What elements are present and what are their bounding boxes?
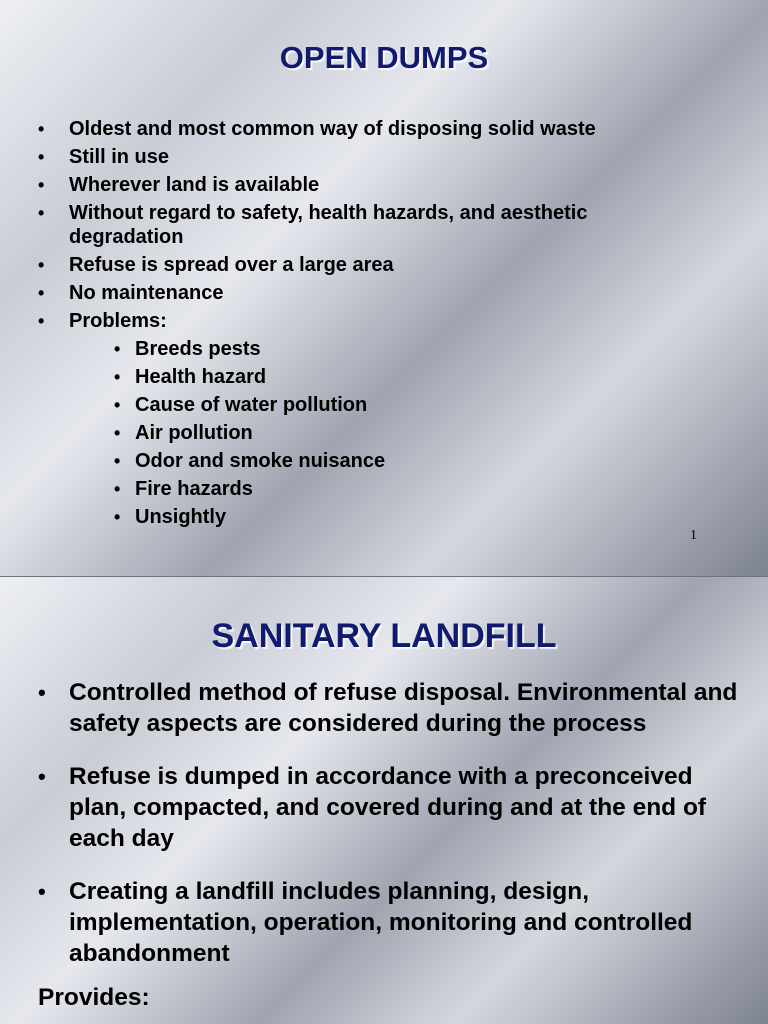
bullet-item: • Wherever land is available <box>38 173 678 197</box>
problem-item: • Health hazard <box>114 365 678 389</box>
bullet-item: • Creating a landfill includes planning, design, implementation, operation, monitoring and controlled abandonment <box>38 876 729 969</box>
bullet-item: • Still in use <box>38 145 678 169</box>
problem-item: • Air pollution <box>114 421 678 445</box>
page-number: 1 <box>690 528 697 543</box>
problem-item: • Fire hazards <box>114 477 678 501</box>
bullet-item: • No maintenance <box>38 281 678 305</box>
provides-label: Provides: <box>38 984 150 1011</box>
problem-item: • Odor and smoke nuisance <box>114 449 678 473</box>
bullet-list <box>38 677 743 991</box>
problem-item: • Unsightly <box>114 505 678 529</box>
slide-sanitary-landfill <box>0 577 768 1024</box>
bullet-item: • Refuse is dumped in accordance with a preconceived plan, compacted, and covered during and at the end of each day <box>38 761 743 854</box>
bullet-list <box>38 117 678 533</box>
bullet-item: • Problems: <box>38 309 678 333</box>
slide-title: SANITARY LANDFILL <box>211 617 557 655</box>
bullet-item: • Oldest and most common way of disposing solid waste <box>38 117 678 141</box>
bullet-item: • Without regard to safety, health hazards, and aesthetic degradation <box>38 201 629 249</box>
bullet-item: • Refuse is spread over a large area <box>38 253 678 277</box>
problems-list <box>38 337 678 529</box>
problem-item: • Breeds pests <box>114 337 678 361</box>
bullet-item: • Controlled method of refuse disposal. Environmental and safety aspects are considered during the process <box>38 677 743 739</box>
slide-title: OPEN DUMPS <box>279 40 489 75</box>
problem-item: • Cause of water pollution <box>114 393 678 417</box>
